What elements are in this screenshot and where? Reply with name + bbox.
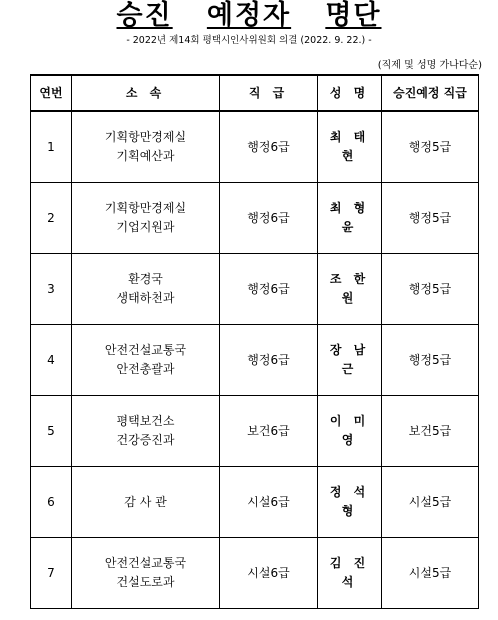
promotion-table [30, 74, 479, 609]
row-number: 6 [31, 467, 72, 538]
row-number: 4 [31, 325, 72, 396]
department-division: 기획항만경제실 [104, 201, 187, 215]
table-row [31, 111, 479, 183]
department-division: 감 사 관 [124, 494, 167, 509]
row-promoted-grade: 행정5급 [382, 254, 479, 325]
row-promoted-grade: 행정5급 [382, 325, 479, 396]
department-section: 안전총괄과 [116, 362, 175, 376]
row-name: 최 태 현 [318, 111, 382, 183]
row-name: 김 진 석 [318, 538, 382, 609]
table-row [31, 254, 479, 325]
row-current-grade: 행정6급 [220, 325, 318, 396]
row-name: 정 석 형 [318, 467, 382, 538]
title-word-list: 명단 [325, 0, 382, 31]
row-name: 장 남 근 [318, 325, 382, 396]
row-current-grade: 행정6급 [220, 254, 318, 325]
title-word-candidates: 예정자 [206, 0, 292, 31]
department-division: 평택보건소 [116, 414, 175, 428]
row-current-grade: 시설6급 [220, 538, 318, 609]
row-department [72, 538, 220, 609]
department-division: 환경국 [128, 272, 163, 286]
row-number: 7 [31, 538, 72, 609]
column-header-department: 소 속 [72, 75, 220, 111]
table-row [31, 538, 479, 609]
row-current-grade: 행정6급 [220, 183, 318, 254]
row-promoted-grade: 행정5급 [382, 111, 479, 183]
row-department [72, 396, 220, 467]
table-row [31, 325, 479, 396]
table-row [31, 183, 479, 254]
sort-order-note: (직제 및 성명 가나다순) [377, 60, 482, 71]
page-subtitle: - 2022년 제14회 평택시인사위원회 의결 (2022. 9. 22.) - [126, 35, 372, 46]
row-promoted-grade: 보건5급 [382, 396, 479, 467]
row-current-grade: 시설6급 [220, 467, 318, 538]
department-section: 건강증진과 [116, 433, 175, 447]
row-department [72, 183, 220, 254]
department-section: 생태하천과 [116, 291, 175, 305]
department-division: 안전건설교통국 [104, 343, 187, 357]
table-row [31, 396, 479, 467]
column-header-number: 연번 [31, 75, 72, 111]
row-current-grade: 행정6급 [220, 111, 318, 183]
row-department [72, 467, 220, 538]
row-number: 5 [31, 396, 72, 467]
row-promoted-grade: 시설5급 [382, 538, 479, 609]
column-header-promoted-grade: 승진예정 직급 [382, 75, 479, 111]
page-title [0, 0, 498, 32]
row-name: 이 미 영 [318, 396, 382, 467]
row-department [72, 325, 220, 396]
row-number: 2 [31, 183, 72, 254]
column-header-name: 성 명 [318, 75, 382, 111]
row-promoted-grade: 행정5급 [382, 183, 479, 254]
department-section: 기업지원과 [116, 220, 175, 234]
table-row [31, 467, 479, 538]
row-name: 조 한 원 [318, 254, 382, 325]
row-promoted-grade: 시설5급 [382, 467, 479, 538]
row-name: 최 형 윤 [318, 183, 382, 254]
row-current-grade: 보건6급 [220, 396, 318, 467]
row-number: 1 [31, 111, 72, 183]
title-word-promotion: 승진 [116, 0, 173, 31]
row-department [72, 111, 220, 183]
department-section: 건설도로과 [116, 575, 175, 589]
table-header-row [31, 75, 479, 111]
department-division: 안전건설교통국 [104, 556, 187, 570]
row-number: 3 [31, 254, 72, 325]
row-department [72, 254, 220, 325]
department-division: 기획항만경제실 [104, 130, 187, 144]
department-section: 기획예산과 [116, 149, 175, 163]
column-header-grade: 직 급 [220, 75, 318, 111]
